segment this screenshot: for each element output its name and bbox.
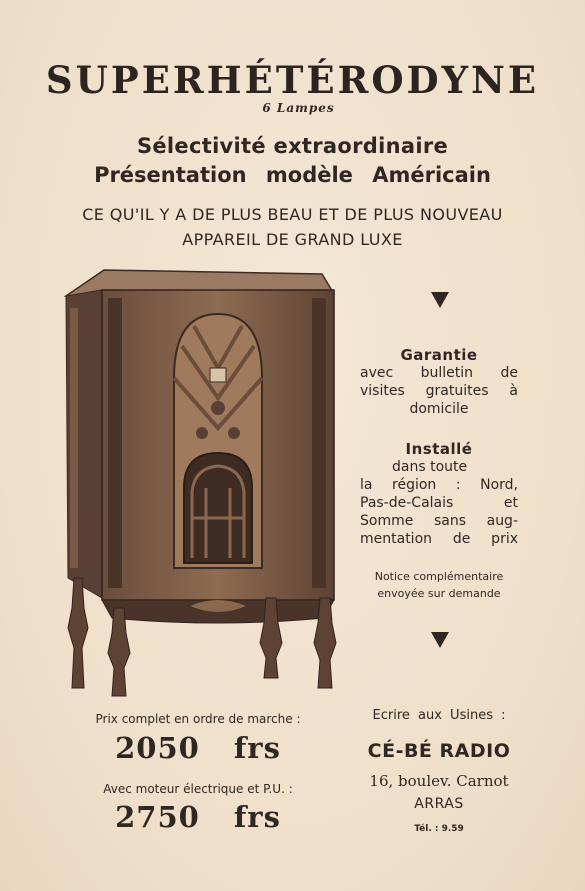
price-with-motor [68, 800, 328, 834]
installed-line: Pas-de-Calais et [360, 495, 518, 511]
installed-block [360, 440, 518, 548]
installed-line: Somme sans aug- [360, 513, 518, 529]
notice-line: envoyée sur demande [377, 587, 501, 600]
guarantee-block [360, 346, 518, 418]
price-label-motor: Avec moteur électrique et P.U. : [103, 782, 293, 796]
company-city: ARRAS [414, 796, 464, 812]
company-name: CÉ-BÉ RADIO [367, 740, 511, 762]
notice-block [360, 568, 518, 602]
write-to-label: Ecrire aux Usines : [372, 708, 506, 723]
subtitle: 6 Lampes [262, 101, 335, 115]
price-unit: frs [233, 731, 281, 765]
guarantee-line: avec bulletin de [360, 365, 518, 381]
down-triangle-icon [431, 632, 449, 648]
guarantee-line: domicile [409, 401, 469, 417]
down-triangle-icon [431, 292, 449, 308]
price-label-complete: Prix complet en ordre de marche : [95, 712, 301, 726]
tagline-line-2: APPAREIL DE GRAND LUXE [182, 230, 403, 249]
page-title: SUPERHÉTÉRODYNE [45, 58, 540, 102]
installed-line: la région : Nord, [360, 477, 518, 493]
installed-line: mentation de prix [360, 531, 518, 547]
headline-selectivity: Sélectivité extraordinaire [136, 134, 449, 158]
tagline-line-1: CE QU'IL Y A DE PLUS BEAU ET DE PLUS NOUVEAU [82, 205, 503, 224]
radio-cabinet-illustration [62, 268, 344, 698]
price-unit: frs [233, 800, 281, 834]
price-amount: 2750 [115, 800, 200, 834]
guarantee-title: Garantie [400, 346, 478, 364]
installed-title: Installé [405, 440, 473, 458]
company-phone: Tél. : 9.59 [414, 824, 464, 834]
price-complete [68, 731, 328, 765]
installed-line: dans toute [392, 459, 468, 475]
guarantee-line: visites gratuites à [360, 383, 518, 399]
notice-line: Notice complémentaire [374, 570, 504, 583]
price-amount: 2050 [115, 731, 200, 765]
company-address: 16, boulev. Carnot [369, 772, 509, 790]
headline-presentation: Présentation modèle Américain [94, 163, 491, 187]
